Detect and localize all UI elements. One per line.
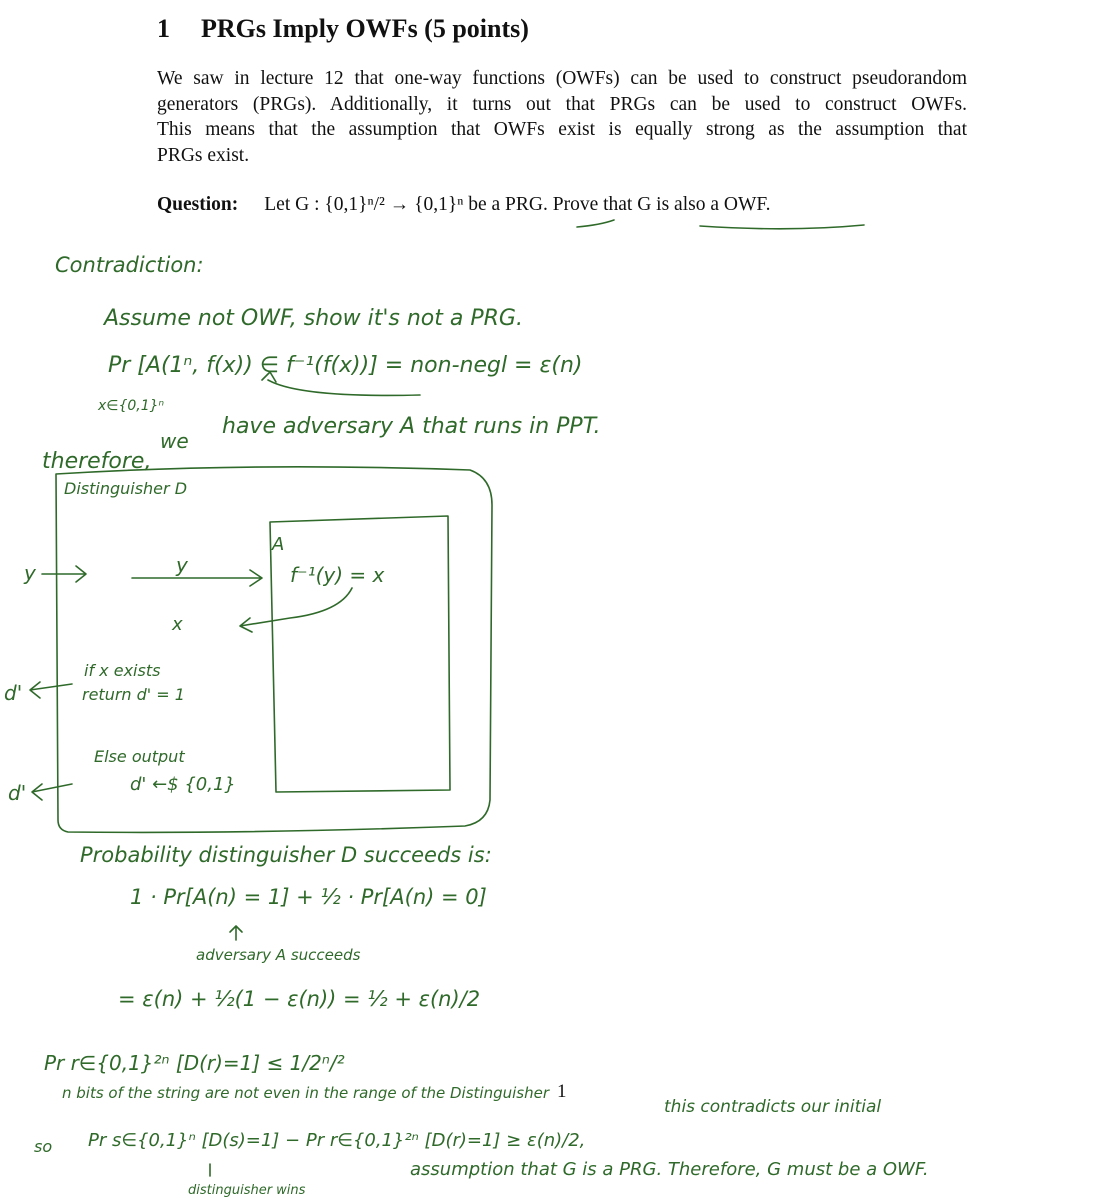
hw-assumption: assumption that G is a PRG. Therefore, G must be a OWF. [410,1159,929,1180]
question [157,194,771,216]
page-number: 1 [557,1081,567,1102]
distinguisher-box [56,467,492,833]
hw-y-arrow: y [176,553,188,577]
hw-final-expr: Pr s∈{0,1}ⁿ [D(s)=1] − Pr r∈{0,1}²ⁿ [D(r)=1] ≥ ε(n)/2, [88,1130,586,1151]
section-heading [157,14,529,44]
hw-we: we [160,429,189,453]
hw-therefore: therefore, [42,449,152,474]
hw-y-in: y [24,561,36,585]
intro-line: generators (PRGs). Additionally, it turns out that PRGs can be used to construct OWFs. [157,93,967,115]
section-title: PRGs Imply OWFs (5 points) [201,14,529,43]
hw-prob-succeeds: Probability distinguisher D succeeds is: [80,843,492,867]
hw-return1: return d' = 1 [82,685,185,704]
hw-dist-wins: distinguisher wins [188,1183,306,1198]
arrow-adv-succeeds [230,926,242,940]
arrow-x-back [240,588,352,632]
arrow-a-head [262,372,276,382]
hw-n-bits: n bits of the string are not even in the range of the Distinguisher [62,1084,549,1102]
hw-x-back: x [172,614,183,635]
hw-prob-line: Pr [A(1ⁿ, f(x)) ∈ f⁻¹(f(x))] = non-negl = ε(n) [108,353,583,378]
hw-so: so [34,1137,53,1156]
intro-line: We saw in lecture 12 that one-way functions (OWFs) can be used to construct pseudorandom [157,68,967,89]
hw-else-output: Else output [94,747,185,766]
intro-line: This means that the assumption that OWFs exist is equally strong as the assumption that [157,119,967,140]
hw-finv: f⁻¹(y) = x [290,563,385,587]
hw-expr1: 1 · Pr[A(n) = 1] + ½ · Pr[A(n) = 0] [130,885,487,909]
hw-adv-succeeds: adversary A succeeds [196,946,361,964]
section-number: 1 [157,14,170,43]
arrow-y-in [42,566,86,582]
question-label: Question: [157,194,239,215]
intro-line: PRGs exist. [157,144,250,166]
question-text: Let G : {0,1}ⁿ/² → {0,1}ⁿ be a PRG. Prove that G is also a OWF. [264,194,771,215]
underline-prg-stroke [577,220,614,227]
hw-expr2: = ε(n) + ½(1 − ε(n)) = ½ + ε(n)/2 [118,987,481,1011]
hw-rand-bit: d' ←$ {0,1} [130,774,236,795]
hw-pr-random: Pr r∈{0,1}²ⁿ [D(r)=1] ≤ 1/2ⁿ/² [44,1051,345,1075]
hw-adversary: have adversary A that runs in PPT. [222,414,601,439]
intro-paragraph [157,66,967,168]
adversary-box [270,516,450,792]
hw-distinguisher: Distinguisher D [64,479,188,498]
hw-assume: Assume not OWF, show it's not a PRG. [104,306,523,331]
arrow-d-out1 [30,682,72,698]
hw-a-label: A [272,534,285,555]
hw-prob-sub: x∈{0,1}ⁿ [98,398,165,414]
hw-if-exists: if x exists [84,661,161,680]
arrow-d-out2 [32,784,72,800]
underline-owf-stroke [700,225,864,229]
hw-d-out2: d' [8,781,27,805]
hw-contradiction: Contradiction: [55,253,204,277]
arrow-a-stroke [268,380,420,395]
hw-contradicts: this contradicts our initial [664,1097,882,1117]
hw-d-out1: d' [4,681,23,705]
arrow-y-to-a [132,570,262,586]
